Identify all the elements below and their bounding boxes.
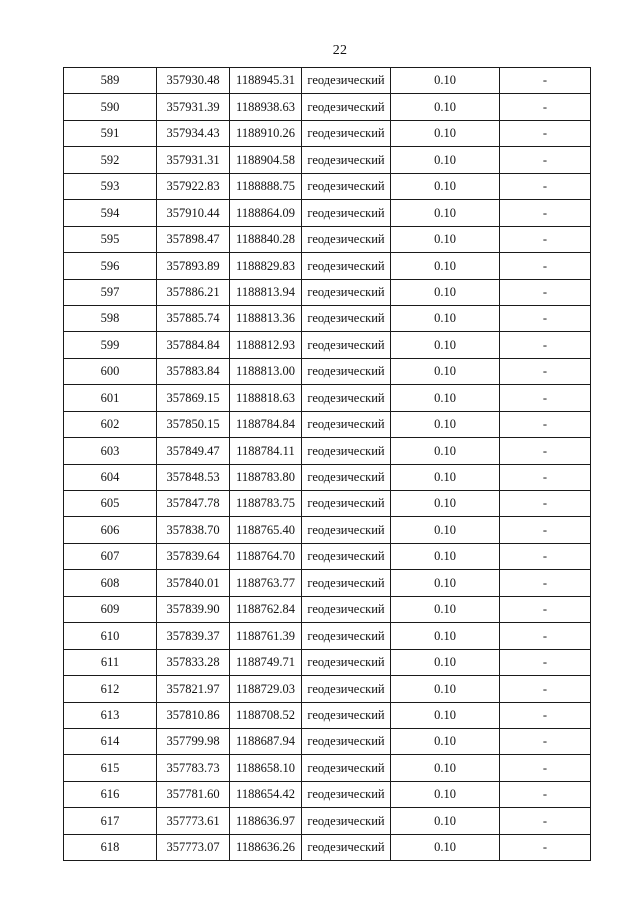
description-cell: - [500, 543, 591, 569]
coordinate-y-cell: 1188783.75 [230, 491, 302, 517]
method-cell: геодезический [302, 438, 391, 464]
point-number-cell: 611 [64, 649, 157, 675]
table-row [64, 596, 591, 622]
method-cell: геодезический [302, 543, 391, 569]
description-cell: - [500, 94, 591, 120]
description-cell: - [500, 279, 591, 305]
description-cell: - [500, 147, 591, 173]
table-row [64, 68, 591, 94]
description-cell: - [500, 226, 591, 252]
table-row [64, 491, 591, 517]
method-cell: геодезический [302, 173, 391, 199]
coordinate-x-cell: 357847.78 [157, 491, 230, 517]
description-cell: - [500, 253, 591, 279]
description-cell: - [500, 358, 591, 384]
accuracy-cell: 0.10 [391, 676, 500, 702]
coordinates-table-body [64, 68, 591, 861]
coordinate-y-cell: 1188784.11 [230, 438, 302, 464]
method-cell: геодезический [302, 755, 391, 781]
accuracy-cell: 0.10 [391, 596, 500, 622]
coordinate-y-cell: 1188864.09 [230, 200, 302, 226]
point-number-cell: 597 [64, 279, 157, 305]
description-cell: - [500, 68, 591, 94]
method-cell: геодезический [302, 94, 391, 120]
coordinate-y-cell: 1188654.42 [230, 781, 302, 807]
accuracy-cell: 0.10 [391, 570, 500, 596]
coordinate-x-cell: 357886.21 [157, 279, 230, 305]
point-number-cell: 591 [64, 120, 157, 146]
accuracy-cell: 0.10 [391, 834, 500, 860]
description-cell: - [500, 464, 591, 490]
method-cell: геодезический [302, 596, 391, 622]
point-number-cell: 613 [64, 702, 157, 728]
coordinate-x-cell: 357884.84 [157, 332, 230, 358]
table-row [64, 676, 591, 702]
coordinate-y-cell: 1188729.03 [230, 676, 302, 702]
method-cell: геодезический [302, 279, 391, 305]
coordinate-x-cell: 357783.73 [157, 755, 230, 781]
description-cell: - [500, 834, 591, 860]
accuracy-cell: 0.10 [391, 358, 500, 384]
point-number-cell: 617 [64, 808, 157, 834]
accuracy-cell: 0.10 [391, 411, 500, 437]
table-row [64, 279, 591, 305]
point-number-cell: 599 [64, 332, 157, 358]
point-number-cell: 595 [64, 226, 157, 252]
coordinate-y-cell: 1188904.58 [230, 147, 302, 173]
coordinate-y-cell: 1188636.97 [230, 808, 302, 834]
coordinate-x-cell: 357931.31 [157, 147, 230, 173]
method-cell: геодезический [302, 570, 391, 596]
coordinate-y-cell: 1188910.26 [230, 120, 302, 146]
table-row [64, 253, 591, 279]
coordinate-y-cell: 1188818.63 [230, 385, 302, 411]
point-number-cell: 605 [64, 491, 157, 517]
table-row [64, 623, 591, 649]
coordinate-x-cell: 357821.97 [157, 676, 230, 702]
point-number-cell: 615 [64, 755, 157, 781]
coordinate-x-cell: 357799.98 [157, 728, 230, 754]
table-row [64, 649, 591, 675]
accuracy-cell: 0.10 [391, 755, 500, 781]
coordinate-y-cell: 1188749.71 [230, 649, 302, 675]
accuracy-cell: 0.10 [391, 94, 500, 120]
method-cell: геодезический [302, 623, 391, 649]
table-row [64, 755, 591, 781]
method-cell: геодезический [302, 491, 391, 517]
description-cell: - [500, 649, 591, 675]
point-number-cell: 612 [64, 676, 157, 702]
accuracy-cell: 0.10 [391, 147, 500, 173]
table-row [64, 173, 591, 199]
coordinate-x-cell: 357910.44 [157, 200, 230, 226]
method-cell: геодезический [302, 676, 391, 702]
point-number-cell: 610 [64, 623, 157, 649]
coordinate-y-cell: 1188765.40 [230, 517, 302, 543]
accuracy-cell: 0.10 [391, 200, 500, 226]
description-cell: - [500, 120, 591, 146]
description-cell: - [500, 728, 591, 754]
coordinate-x-cell: 357849.47 [157, 438, 230, 464]
method-cell: геодезический [302, 200, 391, 226]
accuracy-cell: 0.10 [391, 623, 500, 649]
coordinates-table [63, 67, 591, 861]
coordinate-y-cell: 1188938.63 [230, 94, 302, 120]
description-cell: - [500, 781, 591, 807]
table-row [64, 200, 591, 226]
coordinate-y-cell: 1188840.28 [230, 226, 302, 252]
table-row [64, 332, 591, 358]
point-number-cell: 600 [64, 358, 157, 384]
description-cell: - [500, 808, 591, 834]
coordinate-x-cell: 357848.53 [157, 464, 230, 490]
page-number: 22 [332, 43, 348, 58]
coordinate-x-cell: 357839.64 [157, 543, 230, 569]
method-cell: геодезический [302, 226, 391, 252]
accuracy-cell: 0.10 [391, 332, 500, 358]
coordinate-y-cell: 1188687.94 [230, 728, 302, 754]
method-cell: геодезический [302, 702, 391, 728]
accuracy-cell: 0.10 [391, 120, 500, 146]
table-row [64, 702, 591, 728]
description-cell: - [500, 438, 591, 464]
table-row [64, 411, 591, 437]
table-row [64, 385, 591, 411]
table-row [64, 517, 591, 543]
description-cell: - [500, 305, 591, 331]
accuracy-cell: 0.10 [391, 226, 500, 252]
coordinate-y-cell: 1188813.94 [230, 279, 302, 305]
coordinate-y-cell: 1188761.39 [230, 623, 302, 649]
accuracy-cell: 0.10 [391, 649, 500, 675]
point-number-cell: 602 [64, 411, 157, 437]
accuracy-cell: 0.10 [391, 438, 500, 464]
table-row [64, 728, 591, 754]
table-row [64, 120, 591, 146]
method-cell: геодезический [302, 68, 391, 94]
method-cell: геодезический [302, 834, 391, 860]
point-number-cell: 601 [64, 385, 157, 411]
coordinate-y-cell: 1188813.36 [230, 305, 302, 331]
description-cell: - [500, 755, 591, 781]
coordinate-y-cell: 1188945.31 [230, 68, 302, 94]
coordinate-x-cell: 357833.28 [157, 649, 230, 675]
table-row [64, 781, 591, 807]
point-number-cell: 607 [64, 543, 157, 569]
coordinate-x-cell: 357883.84 [157, 358, 230, 384]
coordinate-y-cell: 1188813.00 [230, 358, 302, 384]
table-row [64, 570, 591, 596]
method-cell: геодезический [302, 464, 391, 490]
coordinate-y-cell: 1188784.84 [230, 411, 302, 437]
table-row [64, 94, 591, 120]
coordinate-x-cell: 357931.39 [157, 94, 230, 120]
description-cell: - [500, 702, 591, 728]
coordinate-x-cell: 357840.01 [157, 570, 230, 596]
coordinate-x-cell: 357869.15 [157, 385, 230, 411]
coordinate-x-cell: 357773.07 [157, 834, 230, 860]
coordinate-y-cell: 1188762.84 [230, 596, 302, 622]
table-row [64, 834, 591, 860]
point-number-cell: 604 [64, 464, 157, 490]
method-cell: геодезический [302, 305, 391, 331]
description-cell: - [500, 623, 591, 649]
description-cell: - [500, 570, 591, 596]
description-cell: - [500, 517, 591, 543]
table-row [64, 438, 591, 464]
accuracy-cell: 0.10 [391, 253, 500, 279]
method-cell: геодезический [302, 808, 391, 834]
point-number-cell: 618 [64, 834, 157, 860]
coordinate-x-cell: 357885.74 [157, 305, 230, 331]
description-cell: - [500, 676, 591, 702]
coordinate-x-cell: 357773.61 [157, 808, 230, 834]
method-cell: геодезический [302, 332, 391, 358]
description-cell: - [500, 385, 591, 411]
method-cell: геодезический [302, 411, 391, 437]
method-cell: геодезический [302, 120, 391, 146]
coordinate-y-cell: 1188812.93 [230, 332, 302, 358]
coordinate-x-cell: 357838.70 [157, 517, 230, 543]
coordinate-x-cell: 357810.86 [157, 702, 230, 728]
coordinate-x-cell: 357839.90 [157, 596, 230, 622]
point-number-cell: 603 [64, 438, 157, 464]
point-number-cell: 592 [64, 147, 157, 173]
accuracy-cell: 0.10 [391, 464, 500, 490]
method-cell: геодезический [302, 385, 391, 411]
description-cell: - [500, 200, 591, 226]
method-cell: геодезический [302, 253, 391, 279]
point-number-cell: 608 [64, 570, 157, 596]
table-row [64, 305, 591, 331]
accuracy-cell: 0.10 [391, 68, 500, 94]
method-cell: геодезический [302, 358, 391, 384]
coordinate-x-cell: 357893.89 [157, 253, 230, 279]
point-number-cell: 589 [64, 68, 157, 94]
point-number-cell: 614 [64, 728, 157, 754]
description-cell: - [500, 173, 591, 199]
description-cell: - [500, 411, 591, 437]
point-number-cell: 616 [64, 781, 157, 807]
accuracy-cell: 0.10 [391, 808, 500, 834]
coordinate-x-cell: 357781.60 [157, 781, 230, 807]
point-number-cell: 606 [64, 517, 157, 543]
accuracy-cell: 0.10 [391, 702, 500, 728]
coordinate-y-cell: 1188658.10 [230, 755, 302, 781]
point-number-cell: 598 [64, 305, 157, 331]
point-number-cell: 590 [64, 94, 157, 120]
method-cell: геодезический [302, 517, 391, 543]
accuracy-cell: 0.10 [391, 279, 500, 305]
description-cell: - [500, 596, 591, 622]
point-number-cell: 596 [64, 253, 157, 279]
coordinate-y-cell: 1188783.80 [230, 464, 302, 490]
method-cell: геодезический [302, 649, 391, 675]
table-row [64, 543, 591, 569]
coordinate-y-cell: 1188636.26 [230, 834, 302, 860]
coordinate-y-cell: 1188888.75 [230, 173, 302, 199]
accuracy-cell: 0.10 [391, 491, 500, 517]
coordinate-x-cell: 357839.37 [157, 623, 230, 649]
table-row [64, 226, 591, 252]
method-cell: геодезический [302, 147, 391, 173]
coordinate-y-cell: 1188764.70 [230, 543, 302, 569]
method-cell: геодезический [302, 781, 391, 807]
description-cell: - [500, 491, 591, 517]
coordinate-y-cell: 1188708.52 [230, 702, 302, 728]
accuracy-cell: 0.10 [391, 781, 500, 807]
table-row [64, 808, 591, 834]
coordinate-y-cell: 1188829.83 [230, 253, 302, 279]
accuracy-cell: 0.10 [391, 728, 500, 754]
table-row [64, 358, 591, 384]
coordinate-x-cell: 357850.15 [157, 411, 230, 437]
table-row [64, 147, 591, 173]
method-cell: геодезический [302, 728, 391, 754]
coordinate-x-cell: 357922.83 [157, 173, 230, 199]
point-number-cell: 594 [64, 200, 157, 226]
accuracy-cell: 0.10 [391, 517, 500, 543]
coordinate-x-cell: 357898.47 [157, 226, 230, 252]
description-cell: - [500, 332, 591, 358]
accuracy-cell: 0.10 [391, 543, 500, 569]
table-row [64, 464, 591, 490]
coordinate-x-cell: 357930.48 [157, 68, 230, 94]
coordinate-y-cell: 1188763.77 [230, 570, 302, 596]
accuracy-cell: 0.10 [391, 173, 500, 199]
point-number-cell: 593 [64, 173, 157, 199]
point-number-cell: 609 [64, 596, 157, 622]
coordinate-x-cell: 357934.43 [157, 120, 230, 146]
accuracy-cell: 0.10 [391, 305, 500, 331]
accuracy-cell: 0.10 [391, 385, 500, 411]
